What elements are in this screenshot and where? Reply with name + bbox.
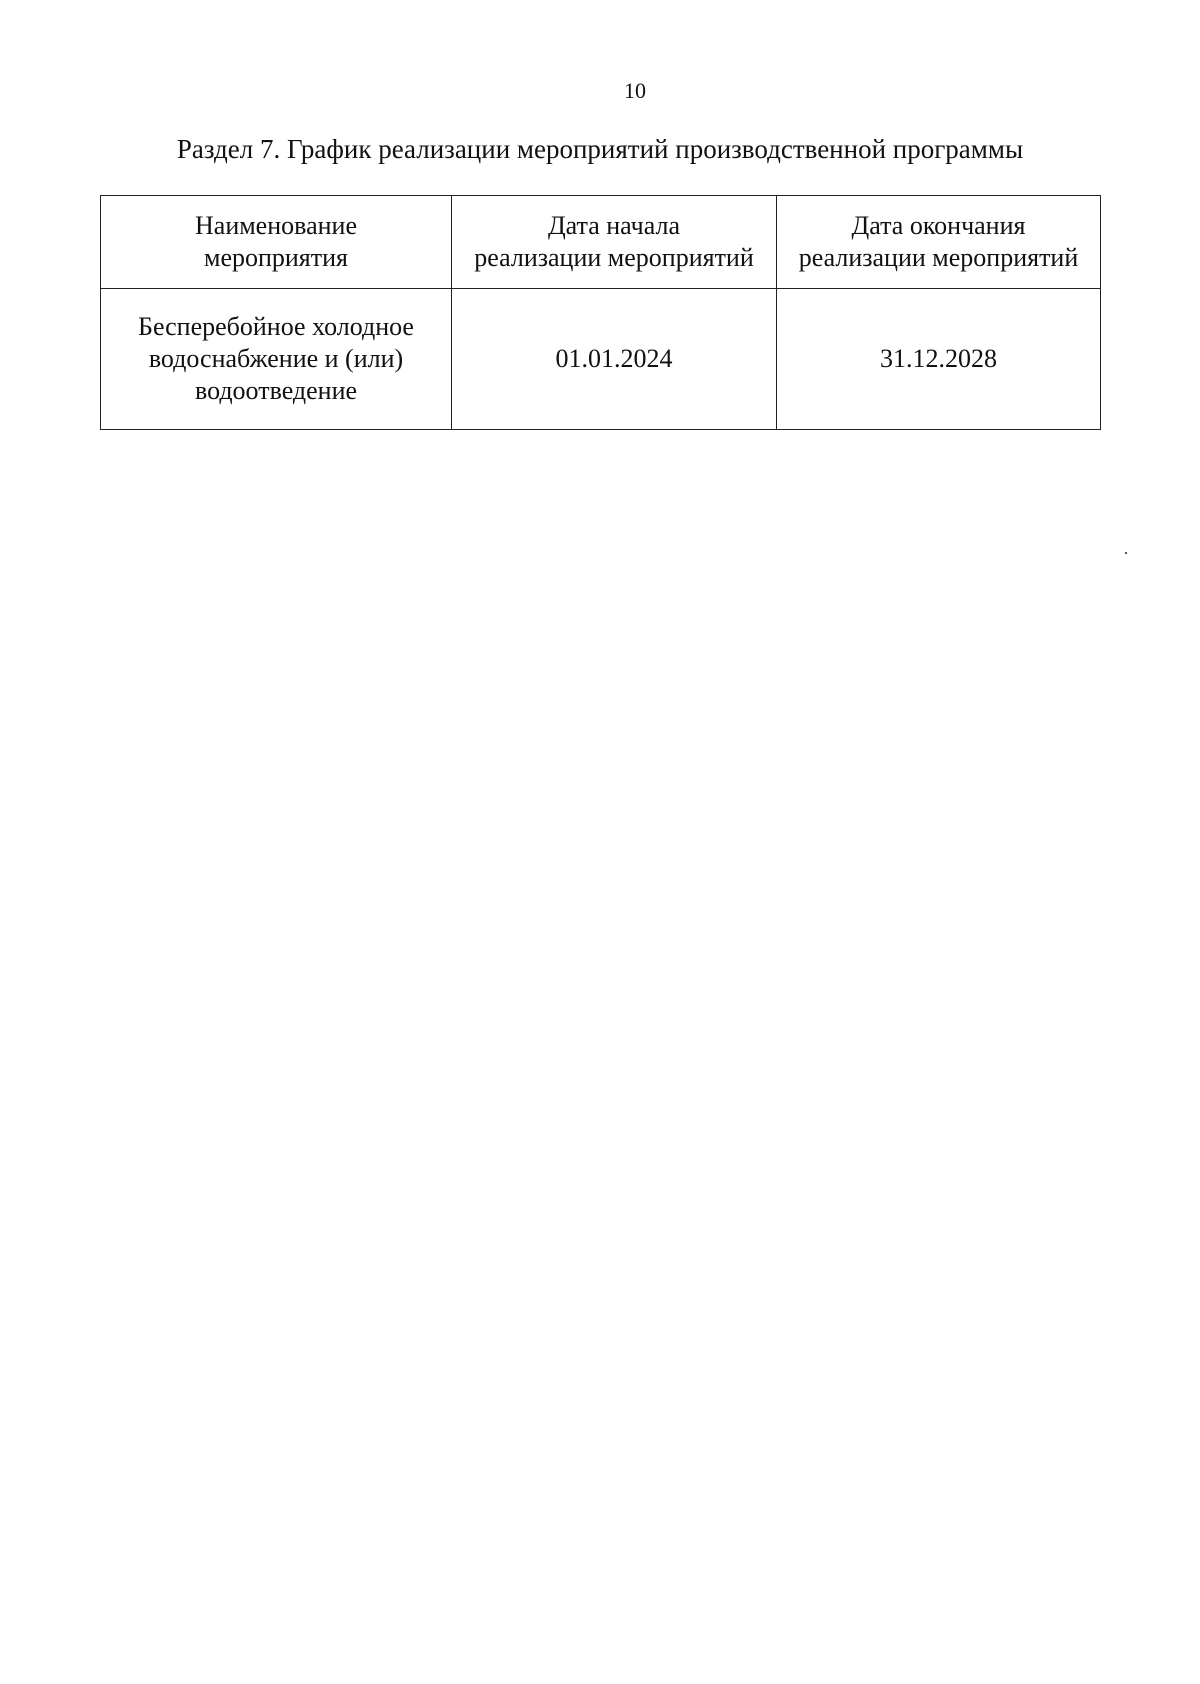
cell-line: водоснабжение и (или) bbox=[148, 344, 404, 373]
stray-dot bbox=[1125, 552, 1127, 554]
cell-activity-name bbox=[101, 289, 452, 430]
header-end-date bbox=[777, 196, 1101, 289]
header-activity-name bbox=[101, 196, 452, 289]
table-header-row bbox=[101, 196, 1101, 289]
header-line: Дата начала bbox=[547, 211, 681, 240]
cell-line: водоотведение bbox=[194, 376, 358, 405]
header-start-date bbox=[452, 196, 777, 289]
cell-line: Бесперебойное холодное bbox=[138, 312, 414, 341]
table-row bbox=[101, 289, 1101, 430]
cell-start-date: 01.01.2024 bbox=[452, 289, 777, 430]
cell-end-date: 31.12.2028 bbox=[777, 289, 1101, 430]
header-line: Дата окончания bbox=[851, 211, 1026, 240]
section-title: Раздел 7. График реализации мероприятий производственной программы bbox=[176, 134, 1024, 164]
header-line: реализации мероприятий bbox=[474, 243, 754, 272]
header-line: мероприятия bbox=[203, 243, 348, 272]
header-line: Наименование bbox=[195, 211, 357, 240]
schedule-table bbox=[100, 195, 1101, 430]
header-line: реализации мероприятий bbox=[798, 243, 1079, 272]
page-number: 10 bbox=[624, 78, 646, 103]
